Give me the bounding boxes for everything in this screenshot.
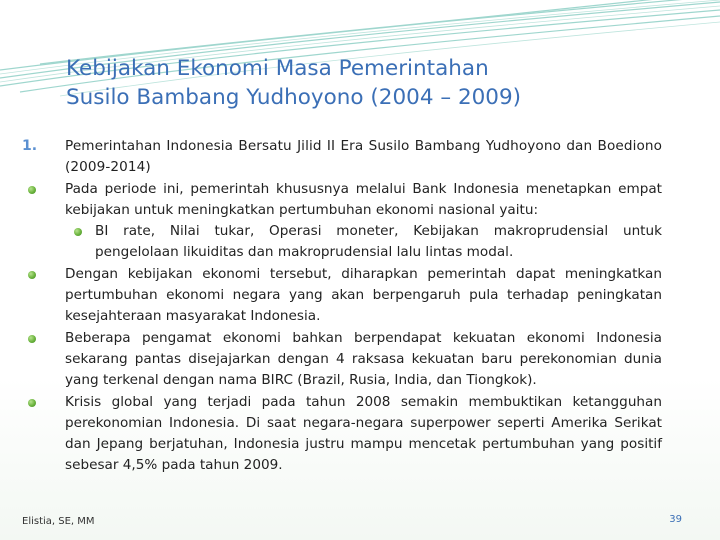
sub-bullet-text: BI rate, Nilai tukar, Operasi moneter, Kebijakan makroprudensial untuk pengelolaan likuiditas dan makroprudensial lalu lintas modal.	[95, 223, 662, 261]
bullet-item	[22, 328, 662, 392]
item-text: Pemerintahan Indonesia Bersatu Jilid II Era Susilo Bambang Yudhoyono dan Boediono (2009-2014)	[65, 138, 662, 176]
bullet-icon	[28, 399, 36, 407]
item-number: 1.	[22, 138, 38, 154]
slide-title	[66, 54, 666, 112]
footer-author: Elistia, SE, MM	[22, 516, 95, 527]
title-line-2: Susilo Bambang Yudhoyono (2004 – 2009)	[66, 85, 522, 110]
bullet-item	[22, 179, 662, 222]
bullet-text: Krisis global yang terjadi pada tahun 2008 semakin membuktikan ketangguhan perekonomian Indonesia. Di saat negara-negara superpower seperti Amerika Serikat dan Jepang berjatuhan, Indonesia justru mampu mencetak pertumbuhan yang positif sebesar 4,5% pada tahun 2009.	[65, 393, 662, 474]
page-number: 39	[669, 514, 682, 525]
bullet-icon	[28, 271, 36, 279]
bullet-item	[22, 392, 662, 477]
bullet-item	[22, 264, 662, 328]
slide-content	[22, 136, 662, 477]
bullet-text: Beberapa pengamat ekonomi bahkan berpendapat kekuatan ekonomi Indonesia sekarang pantas disejajarkan dengan 4 raksasa kekuatan baru perekonomian dunia yang terkenal dengan nama BIRC (Brazil, Rusia, India, dan Tiongkok).	[65, 329, 662, 389]
numbered-item	[22, 136, 662, 179]
bullet-icon	[28, 335, 36, 343]
title-line-1: Kebijakan Ekonomi Masa Pemerintahan	[66, 56, 489, 81]
bullet-icon	[74, 228, 82, 236]
bullet-text: Pada periode ini, pemerintah khususnya melalui Bank Indonesia menetapkan empat kebijakan untuk meningkatkan pertumbuhan ekonomi nasional yaitu:	[65, 180, 662, 218]
bullet-text: Dengan kebijakan ekonomi tersebut, diharapkan pemerintah dapat meningkatkan pertumbuhan ekonomi negara yang akan berpengaruh pula terhadap peningkatan kesejahteraan masyarakat Indonesia.	[65, 265, 662, 325]
bullet-icon	[28, 186, 36, 194]
sub-bullet-item	[22, 221, 662, 264]
